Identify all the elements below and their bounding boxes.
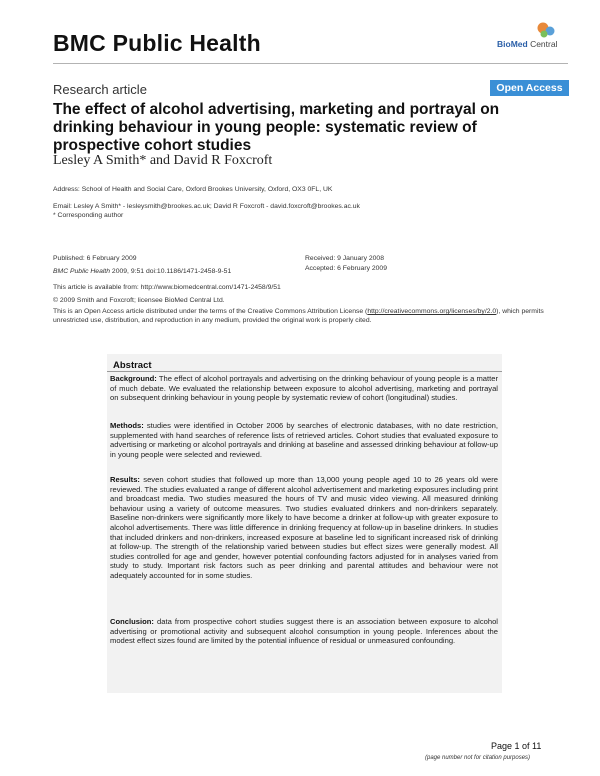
citation-journal: BMC Public Health bbox=[53, 268, 111, 275]
logo-text: BioMed Central bbox=[497, 39, 558, 49]
abstract-conclusion: Conclusion: data from prospective cohort studies suggest there is an association between exposure to alcohol advertising or promotional activity and subsequent alcohol consumption in young people. Inferences about the modest effect sizes found are limited by the potential influence of residual or unmeasured confounding. bbox=[110, 617, 498, 646]
page-number-note: (page number not for citation purposes) bbox=[425, 755, 531, 761]
published-date: Published: 6 February 2009 bbox=[53, 255, 137, 262]
open-access-badge[interactable]: Open Access bbox=[490, 80, 569, 96]
abstract-divider bbox=[107, 371, 502, 372]
article-url-link[interactable]: http://www.biomedcentral.com/1471-2458/9/51 bbox=[140, 284, 281, 291]
abstract-methods: Methods: studies were identified in October 2006 by searches of electronic databases, with no date restriction, supplemented with hand searches of reference lists of retrieved articles. Cohort studies that evaluated exposure to advertising or marketing or alcohol portrayals and drinking at baseline and assessed drinking behaviour at follow-up in young people were selected and reviewed. bbox=[110, 421, 498, 459]
article-title: The effect of alcohol advertising, marketing and portrayal on drinking behaviour in young people: systematic review of prospective cohort studies bbox=[53, 101, 500, 154]
author-email[interactable]: Email: Lesley A Smith* - lesleysmith@brookes.ac.uk; David R Foxcroft - david.foxcroft@brookes.ac.uk bbox=[53, 203, 360, 210]
corresponding-author-note: * Corresponding author bbox=[53, 212, 124, 219]
citation-details: 2009, 9:51 doi:10.1186/1471-2458-9-51 bbox=[110, 268, 232, 275]
author-address: Address: School of Health and Social Care, Oxford Brookes University, Oxford, OX3 0FL, UK bbox=[53, 186, 333, 193]
abstract-heading: Abstract bbox=[113, 360, 152, 371]
copyright: © 2009 Smith and Foxcroft; licensee BioMed Central Ltd. bbox=[53, 297, 225, 304]
received-date: Received: 9 January 2008 bbox=[305, 255, 384, 262]
logo-mark-icon bbox=[497, 20, 567, 40]
authors: Lesley A Smith* and David R Foxcroft bbox=[53, 153, 273, 168]
article-type: Research article bbox=[53, 82, 147, 97]
accepted-date: Accepted: 6 February 2009 bbox=[305, 265, 387, 272]
journal-title: BMC Public Health bbox=[53, 30, 261, 56]
abstract-background: Background: The effect of alcohol portrayals and advertising on the drinking behaviour of young people is a matter of much debate. We evaluated the relationship between exposure to alcohol advertising, marketing and portrayal on subsequent drinking behaviour in young people by systematic review of cohort (longitudinal) studies. bbox=[110, 374, 498, 403]
biomed-central-logo bbox=[497, 20, 567, 50]
citation bbox=[53, 268, 231, 275]
page-number: Page 1 of 11 bbox=[491, 741, 542, 751]
availability: This article is available from: http://www.biomedcentral.com/1471-2458/9/51 bbox=[53, 284, 281, 291]
header-divider bbox=[53, 63, 568, 64]
abstract-results: Results: seven cohort studies that followed up more than 13,000 young people aged 10 to 26 years old were reviewed. The studies evaluated a range of different alcohol advertisement and marketing exposures including print and broadcast media. Two studies measured the hours of TV and music video viewing. All measured drinking behaviour using a variety of outcome measures. Two studies evaluated drinkers and non-drinkers separately. Baseline non-drinkers were significantly more likely to have become a drinker at follow-up with greater exposure to alcohol advertisements. There was little difference in drinking frequency at follow-up in baseline drinkers. In studies that included drinkers and non-drinkers, increased exposure at baseline led to significant increased risk of drinking at follow-up. The strength of the relationship varied between studies but effect sizes were generally modest. All studies controlled for age and gender, however potential confounding factors adjusted for in analyses varied from study to study. Important risk factors such as peer drinking and parental attitudes and behaviour were not adequately accounted for in some studies. bbox=[110, 475, 498, 580]
license-link[interactable]: http://creativecommons.org/licenses/by/2.0 bbox=[367, 308, 497, 315]
license-text: This is an Open Access article distributed under the terms of the Creative Commons Attribution License (http://creativecommons.org/licenses/by/2.0), which permits unrestricted use, distribution, and reproduction in any medium, provided the original work is properly cited. bbox=[53, 308, 544, 324]
